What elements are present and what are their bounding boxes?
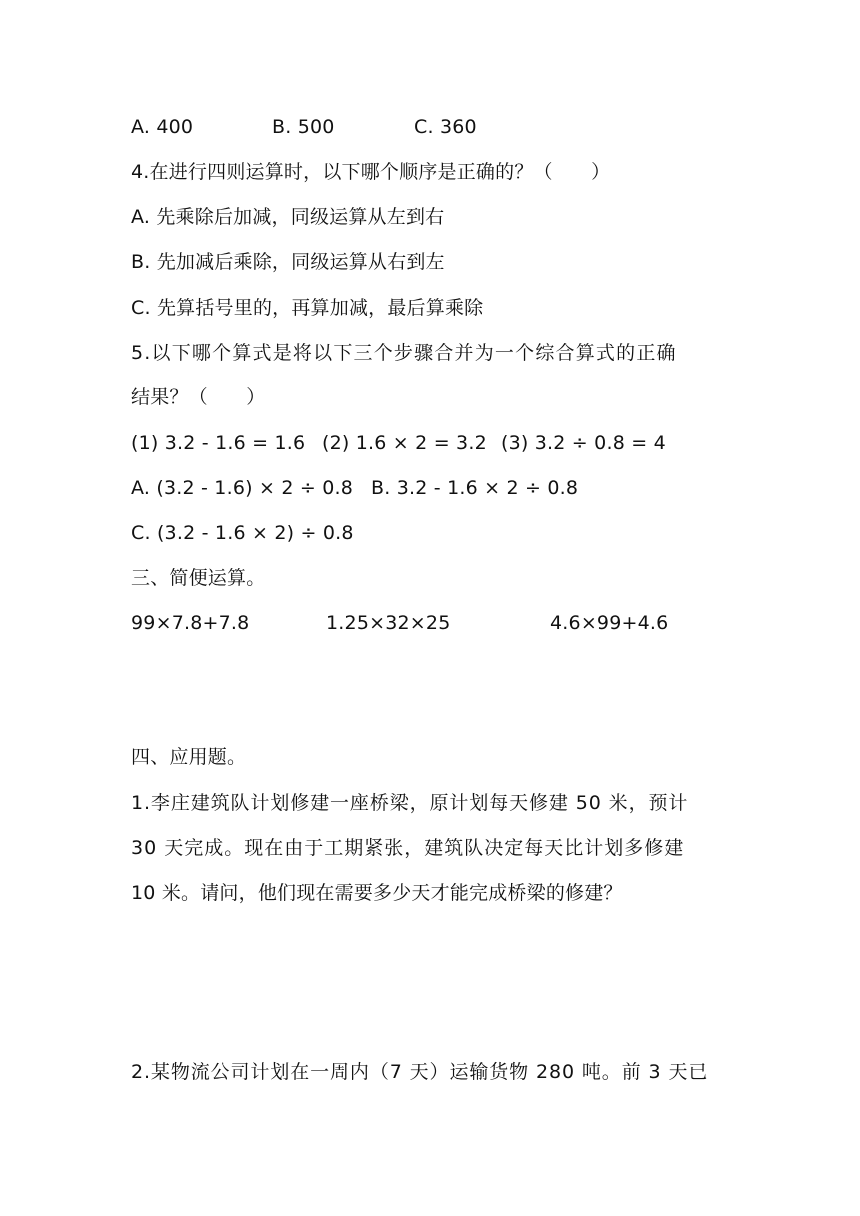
q5-step-1: (1) 3.2 - 1.6 = 1.6: [131, 432, 306, 454]
section3-expr-2: 1.25×32×25: [326, 612, 451, 634]
q5-stem-line2: 结果？（ ）: [131, 386, 266, 408]
q3-option-b: B. 500: [272, 116, 335, 138]
q4-option-a: A. 先乘除后加减，同级运算从左到右: [131, 206, 445, 228]
section3-expr-1: 99×7.8+7.8: [131, 612, 250, 634]
q5-option-b: B. 3.2 - 1.6 × 2 ÷ 0.8: [371, 477, 579, 499]
section3-expr-3: 4.6×99+4.6: [550, 612, 669, 634]
q5-step-3: (3) 3.2 ÷ 0.8 = 4: [501, 432, 666, 454]
q3-option-c: C. 360: [414, 116, 477, 138]
problem2-line1: 2.某物流公司计划在一周内（7 天）运输货物 280 吨。前 3 天已: [131, 1061, 709, 1083]
problem1-line3: 10 米。请问，他们现在需要多少天才能完成桥梁的修建？: [131, 882, 623, 904]
q4-option-b: B. 先加减后乘除，同级运算从右到左: [131, 251, 445, 273]
q5-option-c: C. (3.2 - 1.6 × 2) ÷ 0.8: [131, 522, 354, 544]
q5-step-2: (2) 1.6 × 2 = 3.2: [322, 432, 487, 454]
q4-stem: 4.在进行四则运算时，以下哪个顺序是正确的？（ ）: [131, 161, 611, 183]
q5-stem-line1: 5.以下哪个算式是将以下三个步骤合并为一个综合算式的正确: [131, 342, 677, 364]
q4-option-c: C. 先算括号里的，再算加减，最后算乘除: [131, 297, 484, 319]
problem1-line2: 30 天完成。现在由于工期紧张，建筑队决定每天比计划多修建: [131, 837, 685, 859]
section3-title: 三、简便运算。: [131, 567, 266, 589]
problem1-line1: 1.李庄建筑队计划修建一座桥梁，原计划每天修建 50 米，预计: [131, 792, 689, 814]
section4-title: 四、应用题。: [131, 746, 247, 768]
q5-option-a: A. (3.2 - 1.6) × 2 ÷ 0.8: [131, 477, 354, 499]
q3-option-a: A. 400: [131, 116, 194, 138]
